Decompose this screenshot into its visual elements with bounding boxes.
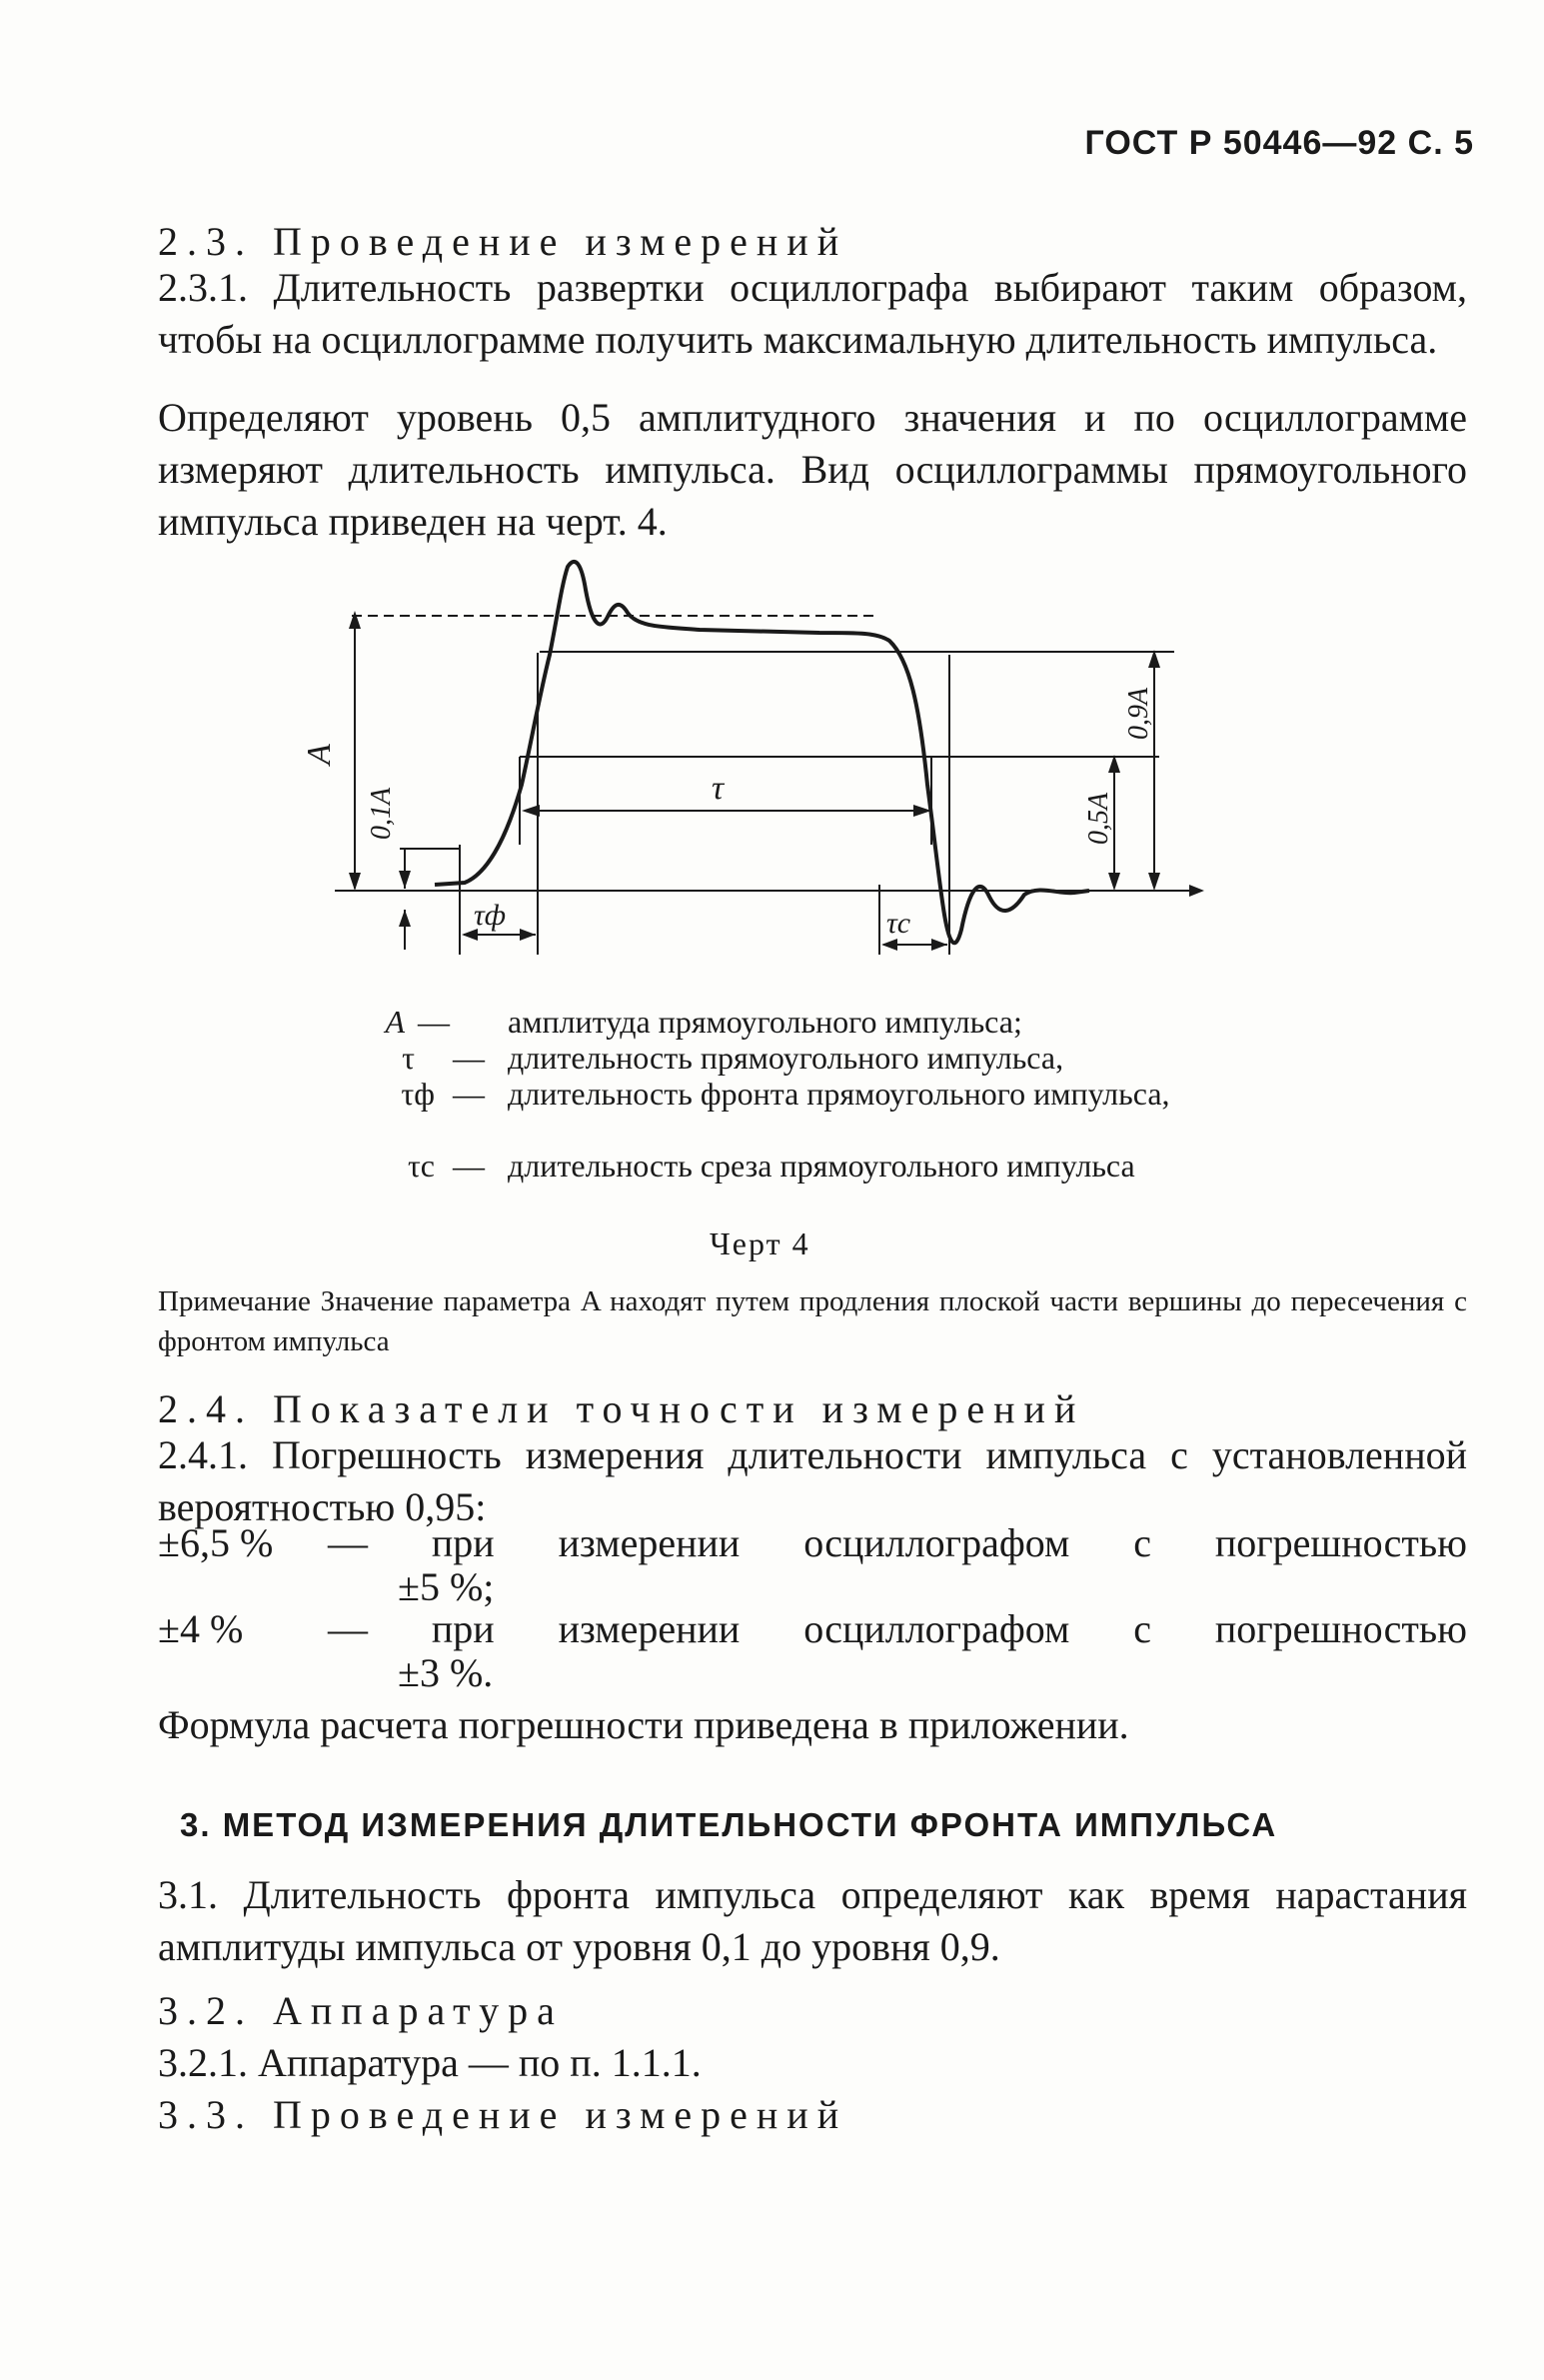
- label-tau-f: τф: [474, 899, 507, 932]
- label-tau: τ: [712, 770, 725, 807]
- section-3-heading: 3. МЕТОД ИЗМЕРЕНИЯ ДЛИТЕЛЬНОСТИ ФРОНТА ИМПУЛЬСА: [180, 1806, 1278, 1843]
- label-a: A: [301, 744, 338, 765]
- subsection-title-3-2: 3.2. Аппаратура: [158, 1988, 564, 2033]
- paragraph-3-1: 3.1. Длительность фронта импульса определяют как время нарастания амплитуды импульса от уровня 0,1 до уровня 0,9.: [158, 1872, 1467, 1969]
- subsection-title-2-4: 2.4. Показатели точности измерений: [158, 1386, 1085, 1431]
- label-05a: 0,5A: [1083, 792, 1114, 845]
- label-tau-c: τс: [886, 907, 911, 940]
- pulse-waveform: [435, 562, 1089, 943]
- label-09a: 0,9A: [1123, 687, 1154, 740]
- paragraph-2-3-1-cont: Определяют уровень 0,5 амплитудного значения и по осциллограмме измеряют длительность импульса. Вид осциллограммы прямоугольного импульса приведен на черт. 4.: [158, 395, 1467, 544]
- figure-note: Примечание Значение параметра A находят путем продления плоской части вершины до пересечения с фронтом импульса: [158, 1285, 1467, 1357]
- paragraph-formula: Формула расчета погрешности приведена в приложении.: [158, 1702, 1129, 1747]
- subsection-title-2-3: 2.3. Проведение измерений: [158, 219, 848, 264]
- page-header: ГОСТ Р 50446—92 С. 5: [1084, 124, 1474, 162]
- figure-caption: Черт 4: [710, 1225, 810, 1261]
- pulse-oscillogram-figure: [300, 545, 1239, 995]
- paragraph-2-3-1: 2.3.1. Длительность развертки осциллографа выбирают таким образом, чтобы на осциллограмме получить максимальную длительность импульса.: [158, 265, 1467, 362]
- label-01a: 0,1A: [366, 787, 397, 840]
- paragraph-3-2-1: 3.2.1. Аппаратура — по п. 1.1.1.: [158, 2040, 702, 2085]
- document-page: ГОСТ Р 50446—92 С. 5 2.3. Проведение измерений 2.3.1. Длительность развертки осциллографа выбирают таким образом, чтобы на осциллограмме получить максимальную длительность импульса. Определяют уровень 0,5 амплитудного значения и по осциллограмме измеряют длительность импульса. Вид осциллограммы прямоугольного импульса приведен на черт. 4. A 0,1A 0,9A 0,5A τ τф τс A — амплитуда прямоугольного импульса; τ — длительность прямоугольного импульса, τф — длительность фронта прямоугольного импульса, τс — длительность среза прямоугольного импульса Черт 4 Примечание Значение параметра A находят путем продления плоской части вершины до пересечения с фронтом импульса 2.4. Показатели точности измерений 2.4.1. Погрешность измерения длительности импульса с установленной вероятностью 0,95: ±6,5 % — при измерении осциллографом с погрешностью ±5 %; ±4 % — при измерении осциллографом с погрешностью ±3 %. Формула расчета погрешности приведена в приложении. 3. МЕТОД ИЗМЕРЕНИЯ ДЛИТЕЛЬНОСТИ ФРОНТА ИМПУЛЬСА 3.1. Длительность фронта импульса определяют как время нарастания амплитуды импульса от уровня 0,1 до уровня 0,9. 3.2. Аппаратура 3.2.1. Аппаратура — по п. 1.1.1. 3.3. Проведение измерений: [0, 0, 1544, 2380]
- subsection-title-3-3: 3.3. Проведение измерений: [158, 2092, 848, 2137]
- paragraph-2-4-1: 2.4.1. Погрешность измерения длительности импульса с установленной вероятностью 0,95:: [158, 1432, 1467, 1529]
